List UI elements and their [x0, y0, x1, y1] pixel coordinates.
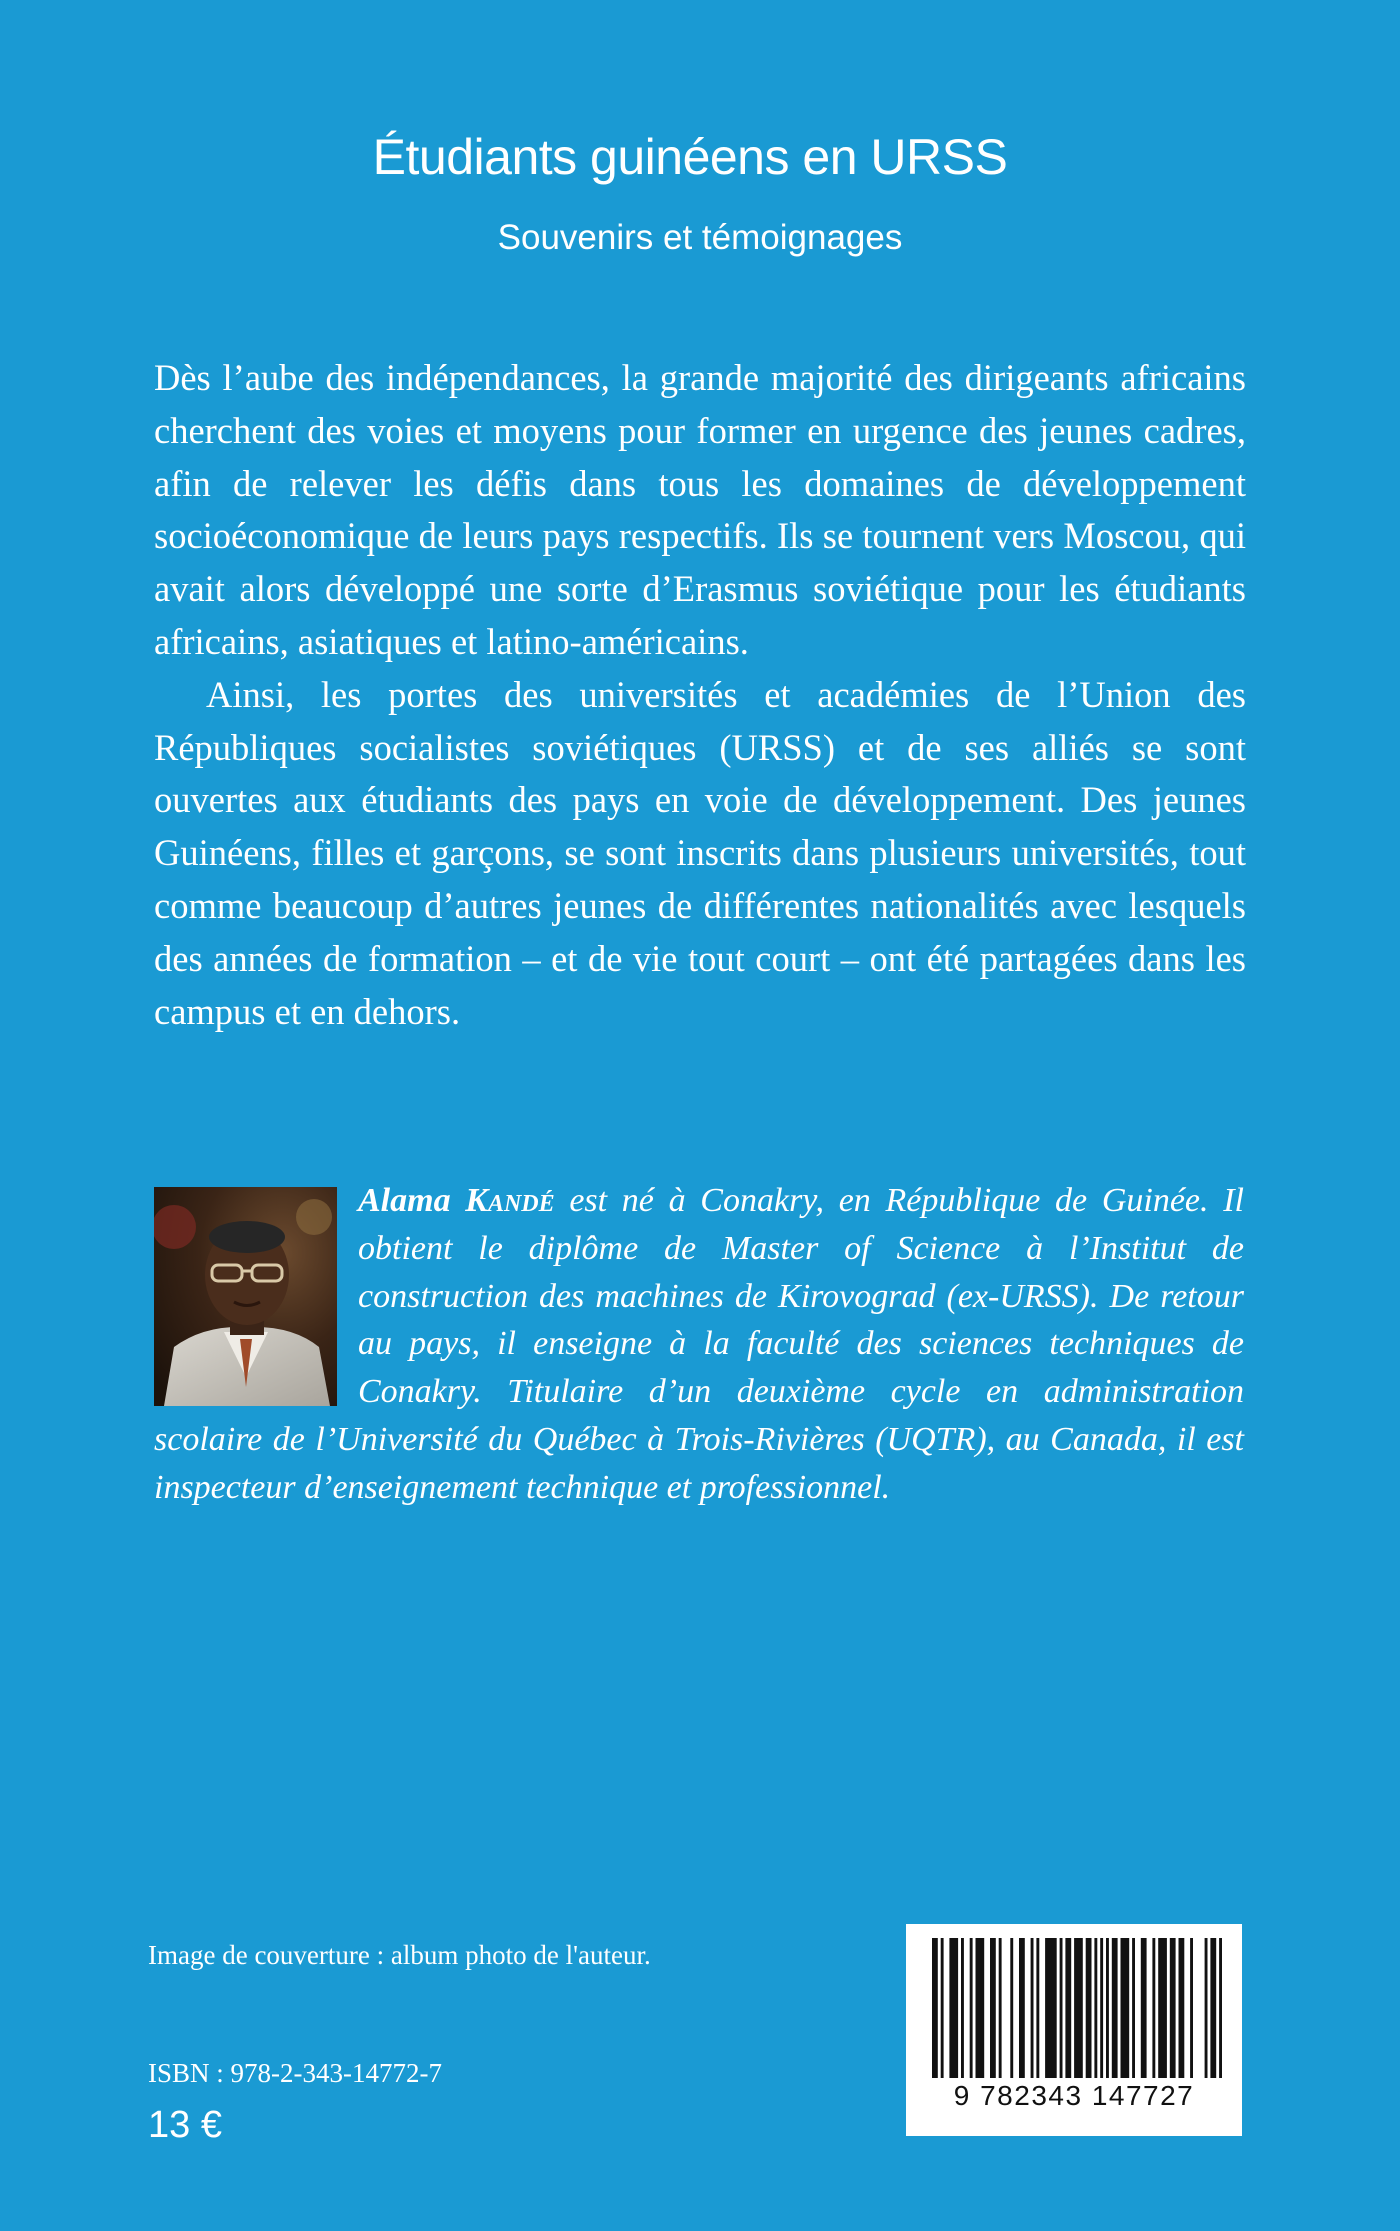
cover-subtitle: Souvenirs et témoignages — [497, 218, 903, 257]
barcode-digits: 9 782343 147727 — [953, 2080, 1195, 2111]
image-credit: Image de couverture : album photo de l'auteur. — [148, 1940, 651, 1970]
author-bio — [154, 1177, 1244, 1512]
barcode — [906, 1924, 1242, 2136]
back-cover-blurb — [154, 352, 1246, 1038]
author-bio-text: est né à Conakry, en République de Guinée. Il obtient le diplôme de Master of Science à l’Institut de construction des machines de Kirovograd (ex-URSS). De retour au pays, il enseigne à la faculté des sciences techniques de Conakry. Titulaire d’un deuxième cycle en administration scolaire de l’Université du Québec à Trois-Rivières (UQTR), au Canada, il est inspecteur d’enseignement technique et professionnel. — [154, 1182, 1244, 1506]
barcode-bars — [906, 1924, 1242, 2084]
price: 13 € — [148, 2104, 222, 2146]
blurb-paragraph: Ainsi, les portes des universités et académies de l’Union des Républiques socialistes soviétiques (URSS) et de ses alliés se sont ouvertes aux étudiants des pays en voie de développement. Des jeunes Guinéens, filles et garçons, se sont inscrits dans plusieurs universités, tout comme beaucoup d’autres jeunes de différentes nationalités avec lesquels des années de formation – et de vie tout court – ont été partagées dans les campus et en dehors. — [154, 673, 1246, 1032]
blurb-paragraph: Dès l’aube des indépendances, la grande majorité des dirigeants africains cherchent des voies et moyens pour former en urgence des jeunes cadres, afin de relever les défis dans tous les domaines de développement socioéconomique de leurs pays respectifs. Ils se tournent vers Moscou, qui avait alors développé une sorte d’Erasmus soviétique pour les étudiants africains, asiatiques et latino-américains. — [154, 357, 1246, 662]
isbn: ISBN : 978-2-343-14772-7 — [148, 2058, 442, 2088]
author-name: Alama Kandé — [358, 1182, 555, 1219]
cover-title: Étudiants guinéens en URSS — [372, 129, 1008, 185]
